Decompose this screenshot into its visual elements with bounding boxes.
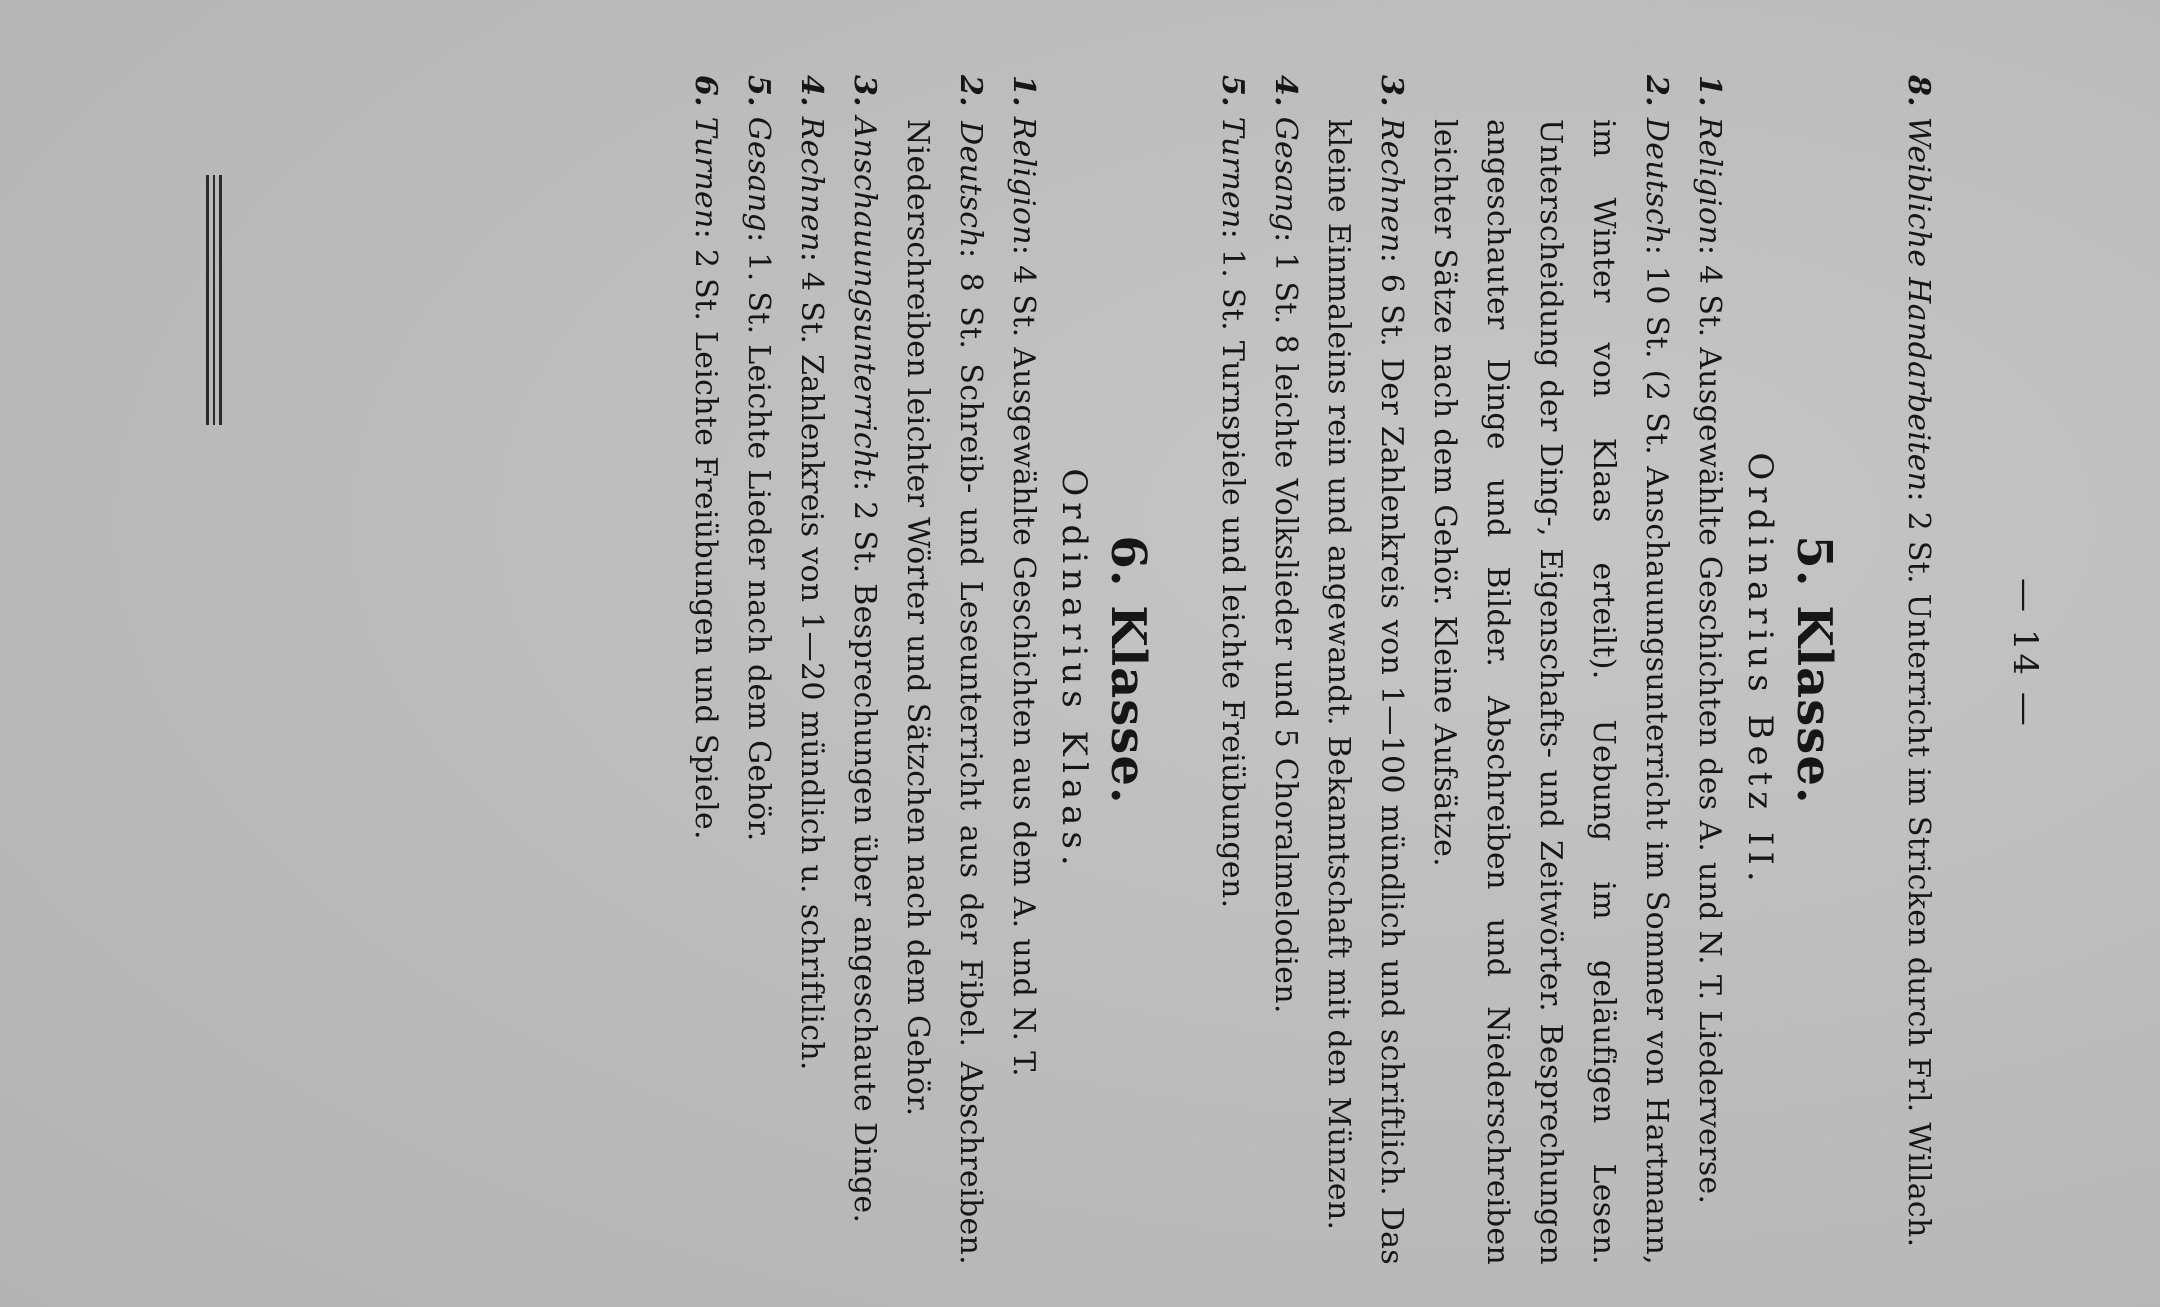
subject-label: Anschauungsunterricht [847, 116, 882, 481]
list-item [679, 75, 732, 1265]
page-number: — 14 — [2005, 578, 2045, 729]
list-item [732, 75, 785, 1265]
list-item [1683, 75, 1736, 1265]
subject-label: Rechnen [794, 116, 829, 252]
item-text: : 1. St. Leichte Lieder nach dem Gehör. [741, 232, 776, 842]
item-text: : 8 St. Schreib- und Leseunterricht aus der Fibel. Abschreiben. Niederschreiben leichter Wörter und Sätzchen nach dem Gehör. [900, 119, 988, 1265]
subject-label: Gesang [1268, 116, 1303, 233]
item-number: 5. [741, 75, 776, 107]
ordinarius-line: Ordinarius Klaas. [1054, 468, 1094, 872]
list-item [1312, 75, 1418, 1265]
item-text: : 4 St. Ausgewählte Geschichten aus dem A. und N. T. [1006, 244, 1041, 1077]
item-text: : 4 St. Zahlenkreis von 1—20 mündlich u. schriftlich. [794, 251, 829, 1071]
item-number: 1. [1692, 75, 1727, 107]
item-text: : 4 St. Ausgewählte Geschichten des A. und N. T. Liederverse. [1692, 244, 1727, 1205]
subject-label: Religion [1692, 116, 1727, 245]
item-text: : 10 St. (2 St. Anschauungsunterricht im Sommer von Hartmann, im Winter von Klaas erteilt). Uebung im geläufigen Lesen. Unterscheidung der Ding-, Eigenschafts- und Zeitwörter. Besprechungen angeschauter Dinge und Bilder. Abschreiben und Niederschreiben leichter Sätze nach dem Gehör. Kleine Aufsätze. [1427, 119, 1674, 1265]
item-number: 1. [1006, 75, 1041, 107]
list-item [997, 75, 1050, 1265]
item-text: : 6 St. Der Zahlenkreis von 1—100 mündlich und schriftlich. Das kleine Einmaleins rein und angewandt. Bekanntschaft mit den Münzen. [1321, 119, 1409, 1265]
item-number: 2. [1639, 75, 1674, 107]
subject-label: Weibliche Handarbeiten [1901, 116, 1936, 492]
list-item [891, 75, 997, 1265]
divider-line [206, 175, 209, 425]
item-number: 6. [688, 75, 723, 107]
item-number: 2. [953, 75, 988, 107]
item-number: 4. [1268, 75, 1303, 107]
item-text: : 2 St. Besprechungen über angeschaute Dinge. [847, 480, 882, 1224]
item-text: : 1. St. Turnspiele und leichte Freiübungen. [1215, 228, 1250, 909]
item-number: 3. [1374, 75, 1409, 107]
subject-label: Rechnen [1374, 117, 1409, 253]
ordinarius-line: Ordinarius Betz II. [1740, 452, 1780, 888]
list-item [838, 75, 891, 1265]
divider-line [213, 175, 215, 425]
item-text: : 2 St. Unterricht im Stricken durch Frl. Willach. [1901, 491, 1936, 1248]
list-item [785, 75, 838, 1265]
subject-label: Deutsch [1639, 117, 1674, 245]
divider-line [219, 175, 222, 425]
class-heading: 6. Klasse. [1100, 535, 1156, 805]
subject-label: Deutsch [953, 121, 988, 248]
list-item [1892, 75, 1945, 1265]
item-text: : 2 St. Leichte Freiübungen und Spiele. [688, 228, 723, 840]
subject-label: Turnen [1215, 116, 1250, 229]
item-number: 3. [847, 75, 882, 107]
item-number: 4. [794, 75, 829, 107]
class-heading: 5. Klasse. [1786, 535, 1842, 805]
subject-label: Religion [1006, 116, 1041, 245]
list-item [1418, 75, 1683, 1265]
list-item [1206, 75, 1259, 1265]
list-item [1259, 75, 1312, 1265]
item-number: 8. [1901, 75, 1936, 107]
subject-label: Gesang [741, 116, 776, 233]
subject-label: Turnen [688, 116, 723, 229]
end-divider-rule [200, 175, 222, 425]
text-block [679, 75, 1945, 1265]
item-text: : 1 St. 8 leichte Volkslieder und 5 Choralmelodien. [1268, 232, 1303, 1014]
item-number: 5. [1215, 75, 1250, 107]
